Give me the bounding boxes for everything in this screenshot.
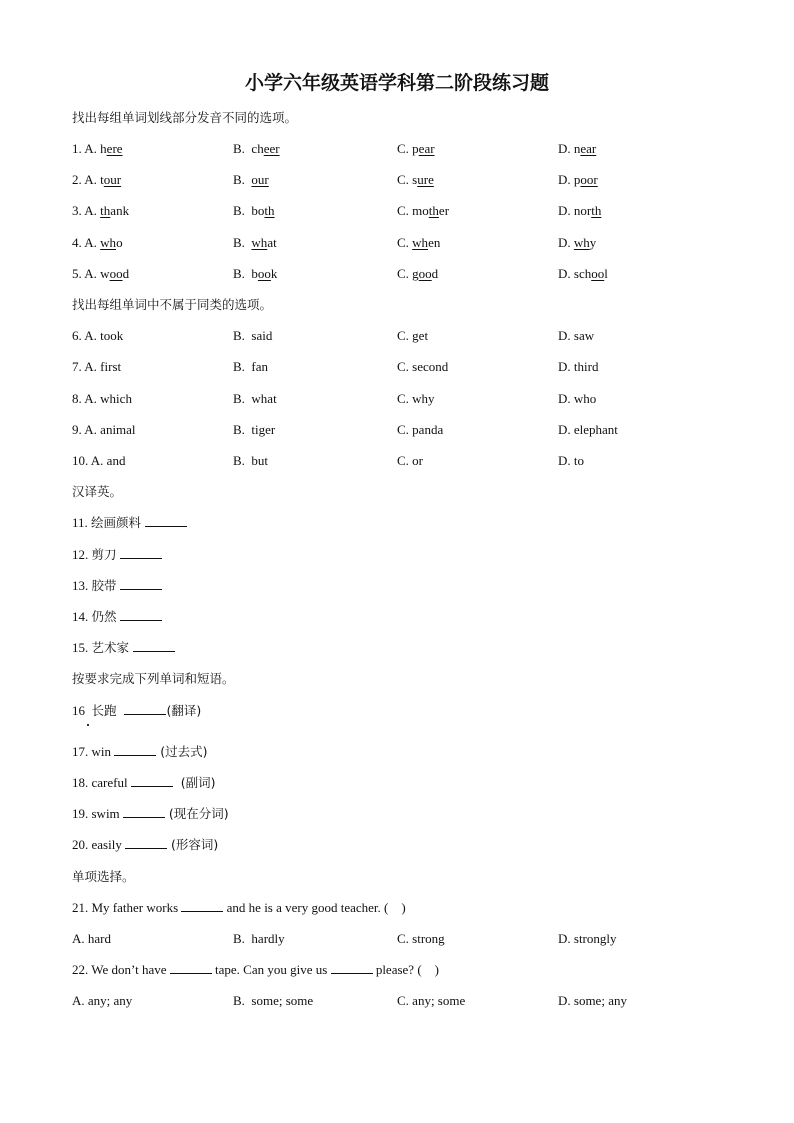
underlined-letters: oo [109, 266, 123, 281]
option [72, 140, 123, 158]
prompt-word: 长跑 [91, 703, 125, 718]
option: D. to [558, 453, 584, 468]
option-text: k [270, 266, 278, 281]
question-row [0, 421, 794, 439]
question-number: 13. [72, 578, 92, 593]
option [72, 202, 129, 220]
question-row [72, 702, 201, 720]
page-title: 小学六年级英语学科第二阶段练习题 [244, 72, 549, 94]
option-text: d [122, 266, 130, 281]
option: C. second [397, 359, 449, 374]
question-number: 4. A. [72, 235, 101, 250]
option [397, 140, 435, 158]
option: D. who [558, 391, 597, 406]
option-text: D. n [558, 141, 581, 156]
option-text: C. g [397, 266, 419, 281]
section-heading: 汉译英。 [72, 484, 123, 499]
underlined-letters: oo [418, 266, 432, 281]
underlined-letters: wh [251, 235, 268, 250]
prompt-word: careful [91, 775, 131, 790]
underlined-letters: our [103, 172, 122, 187]
option: B. some; some [233, 993, 314, 1008]
section-heading: 找出每组单词划线部分发音不同的选项。 [72, 110, 298, 125]
question-number: 14. [72, 609, 92, 624]
option: B. fan [233, 359, 269, 374]
option: C. strong [397, 931, 445, 946]
options-row [0, 992, 794, 1010]
option [233, 202, 275, 220]
option-text: D. [558, 235, 574, 250]
hint: (形容词) [167, 837, 219, 852]
option: D. third [558, 359, 599, 374]
answer-blank [133, 639, 175, 652]
section-heading: 找出每组单词中不属于同类的选项。 [72, 297, 273, 312]
prompt-word: easily [91, 837, 126, 852]
answer-blank [124, 702, 166, 715]
answer-blank [114, 743, 156, 756]
answer-blank [170, 961, 212, 974]
question-row [72, 639, 175, 657]
option-text: at [267, 235, 277, 250]
option: C. why [397, 391, 435, 406]
option-text: C. mo [397, 203, 429, 218]
option: 6. A. took [72, 328, 124, 343]
question-row [0, 327, 794, 345]
option: 7. A. first [72, 359, 122, 374]
underlined-letters: our [251, 172, 269, 187]
question-part: tape. Can you give us [215, 962, 331, 977]
prompt-word: 绘画颜料 [91, 515, 146, 530]
option-text: d [431, 266, 439, 281]
question-number: 2. A. [72, 172, 101, 187]
question-number: 19. [72, 806, 92, 821]
option-text: y [589, 235, 597, 250]
answer-blank [125, 836, 167, 849]
question-number: 12. [72, 547, 92, 562]
option [397, 171, 434, 189]
underlined-letters: ere [106, 141, 123, 156]
answer-blank [145, 514, 187, 527]
option: A. any; any [72, 993, 133, 1008]
option: D. saw [558, 328, 595, 343]
hint: (现在分词) [164, 806, 229, 821]
prompt-word: win [91, 744, 115, 759]
question-row [72, 608, 162, 626]
option [558, 234, 596, 252]
option [558, 140, 596, 158]
option-text: en [428, 235, 441, 250]
option: 8. A. which [72, 391, 132, 406]
option: 10. A. and [72, 453, 126, 468]
option: D. strongly [558, 931, 617, 946]
option: B. but [233, 453, 269, 468]
option [397, 202, 449, 220]
question-row [0, 171, 794, 189]
underlined-letters: th [100, 203, 111, 218]
question-number: 5. A. [72, 266, 101, 281]
option-text: er [438, 203, 450, 218]
option-text: ank [110, 203, 130, 218]
option-text: B. b [233, 266, 258, 281]
option-text: t [100, 172, 104, 187]
prompt-word: 仍然 [91, 609, 121, 624]
option: D. elephant [558, 422, 618, 437]
underlined-letters: th [264, 203, 275, 218]
option-text: C. [397, 235, 413, 250]
option [72, 171, 121, 189]
option-text: h [100, 141, 107, 156]
question-number: 3. A. [72, 203, 101, 218]
section-heading: 按要求完成下列单词和短语。 [72, 671, 235, 686]
option [233, 265, 277, 283]
question-number: 16 [72, 703, 92, 718]
stray-dot [87, 724, 89, 726]
option: B. hardly [233, 931, 285, 946]
option: A. hard [72, 931, 111, 946]
option-text: w [100, 266, 110, 281]
question-row [72, 774, 216, 792]
underlined-letters: th [591, 203, 602, 218]
option [72, 234, 123, 252]
question-part: 21. My father works [72, 900, 182, 915]
option [558, 202, 601, 220]
option-text: D. nor [558, 203, 592, 218]
question-number: 11. [72, 515, 92, 530]
answer-blank [131, 774, 173, 787]
prompt-word: 胶带 [91, 578, 121, 593]
underlined-letters: ear [580, 141, 597, 156]
underlined-letters: wh [100, 235, 117, 250]
answer-blank [123, 805, 165, 818]
question-number: 17. [72, 744, 92, 759]
question-number: 1. A. [72, 141, 101, 156]
option [558, 171, 598, 189]
question-number: 15. [72, 640, 92, 655]
question-row [72, 514, 187, 532]
option-text: l [604, 266, 608, 281]
question-row [0, 452, 794, 470]
hint: (副词) [172, 775, 216, 790]
question-number: 18. [72, 775, 92, 790]
option-text: B. [233, 235, 252, 250]
option [558, 265, 608, 283]
prompt-word: 剪刀 [91, 547, 121, 562]
section-heading: 单项选择。 [72, 869, 135, 884]
question-row [0, 202, 794, 220]
question-row [72, 577, 162, 595]
option: B. said [233, 328, 273, 343]
question-part: please? ( ) [375, 962, 439, 977]
option: 9. A. animal [72, 422, 136, 437]
option: C. any; some [397, 993, 466, 1008]
question-row [0, 234, 794, 252]
answer-blank [120, 577, 162, 590]
question-row [0, 140, 794, 158]
underlined-letters: oo [257, 266, 271, 281]
question-row [0, 358, 794, 376]
option [397, 265, 438, 283]
question-row [0, 390, 794, 408]
option: C. get [397, 328, 429, 343]
hint: (过去式) [156, 744, 208, 759]
option-text: D. sch [558, 266, 592, 281]
option-text: C. p [397, 141, 419, 156]
option-text: D. p [558, 172, 581, 187]
question-number: 20. [72, 837, 92, 852]
question-row [72, 805, 229, 823]
option [233, 140, 280, 158]
question-text [72, 899, 406, 917]
option [397, 234, 440, 252]
underlined-letters: ear [418, 141, 435, 156]
answer-blank [120, 608, 162, 621]
option-text: B. [233, 172, 252, 187]
underlined-letters: th [428, 203, 439, 218]
option: C. panda [397, 422, 444, 437]
question-text [72, 961, 439, 979]
option [72, 265, 129, 283]
answer-blank [331, 961, 373, 974]
option: D. some; any [558, 993, 627, 1008]
question-part: and he is a very good teacher. ( ) [226, 900, 406, 915]
prompt-word: 艺术家 [91, 640, 133, 655]
underlined-letters: eer [263, 141, 280, 156]
question-row [72, 743, 207, 761]
option: B. what [233, 391, 277, 406]
option: B. tiger [233, 422, 276, 437]
underlined-letters: ure [417, 172, 434, 187]
option-text: o [116, 235, 123, 250]
question-row [72, 836, 218, 854]
question-row [72, 546, 162, 564]
question-row [0, 265, 794, 283]
question-part: 22. We don’t have [72, 962, 170, 977]
underlined-letters: oo [591, 266, 605, 281]
option-text: B. bo [233, 203, 265, 218]
options-row [0, 930, 794, 948]
option: C. or [397, 453, 423, 468]
prompt-word: swim [91, 806, 123, 821]
underlined-letters: wh [573, 235, 590, 250]
option-text: C. s [397, 172, 418, 187]
underlined-letters: wh [412, 235, 429, 250]
hint: (翻译) [166, 703, 202, 718]
underlined-letters: oor [580, 172, 598, 187]
option [233, 171, 269, 189]
answer-blank [120, 546, 162, 559]
answer-blank [181, 899, 223, 912]
option [233, 234, 277, 252]
option-text: B. ch [233, 141, 264, 156]
